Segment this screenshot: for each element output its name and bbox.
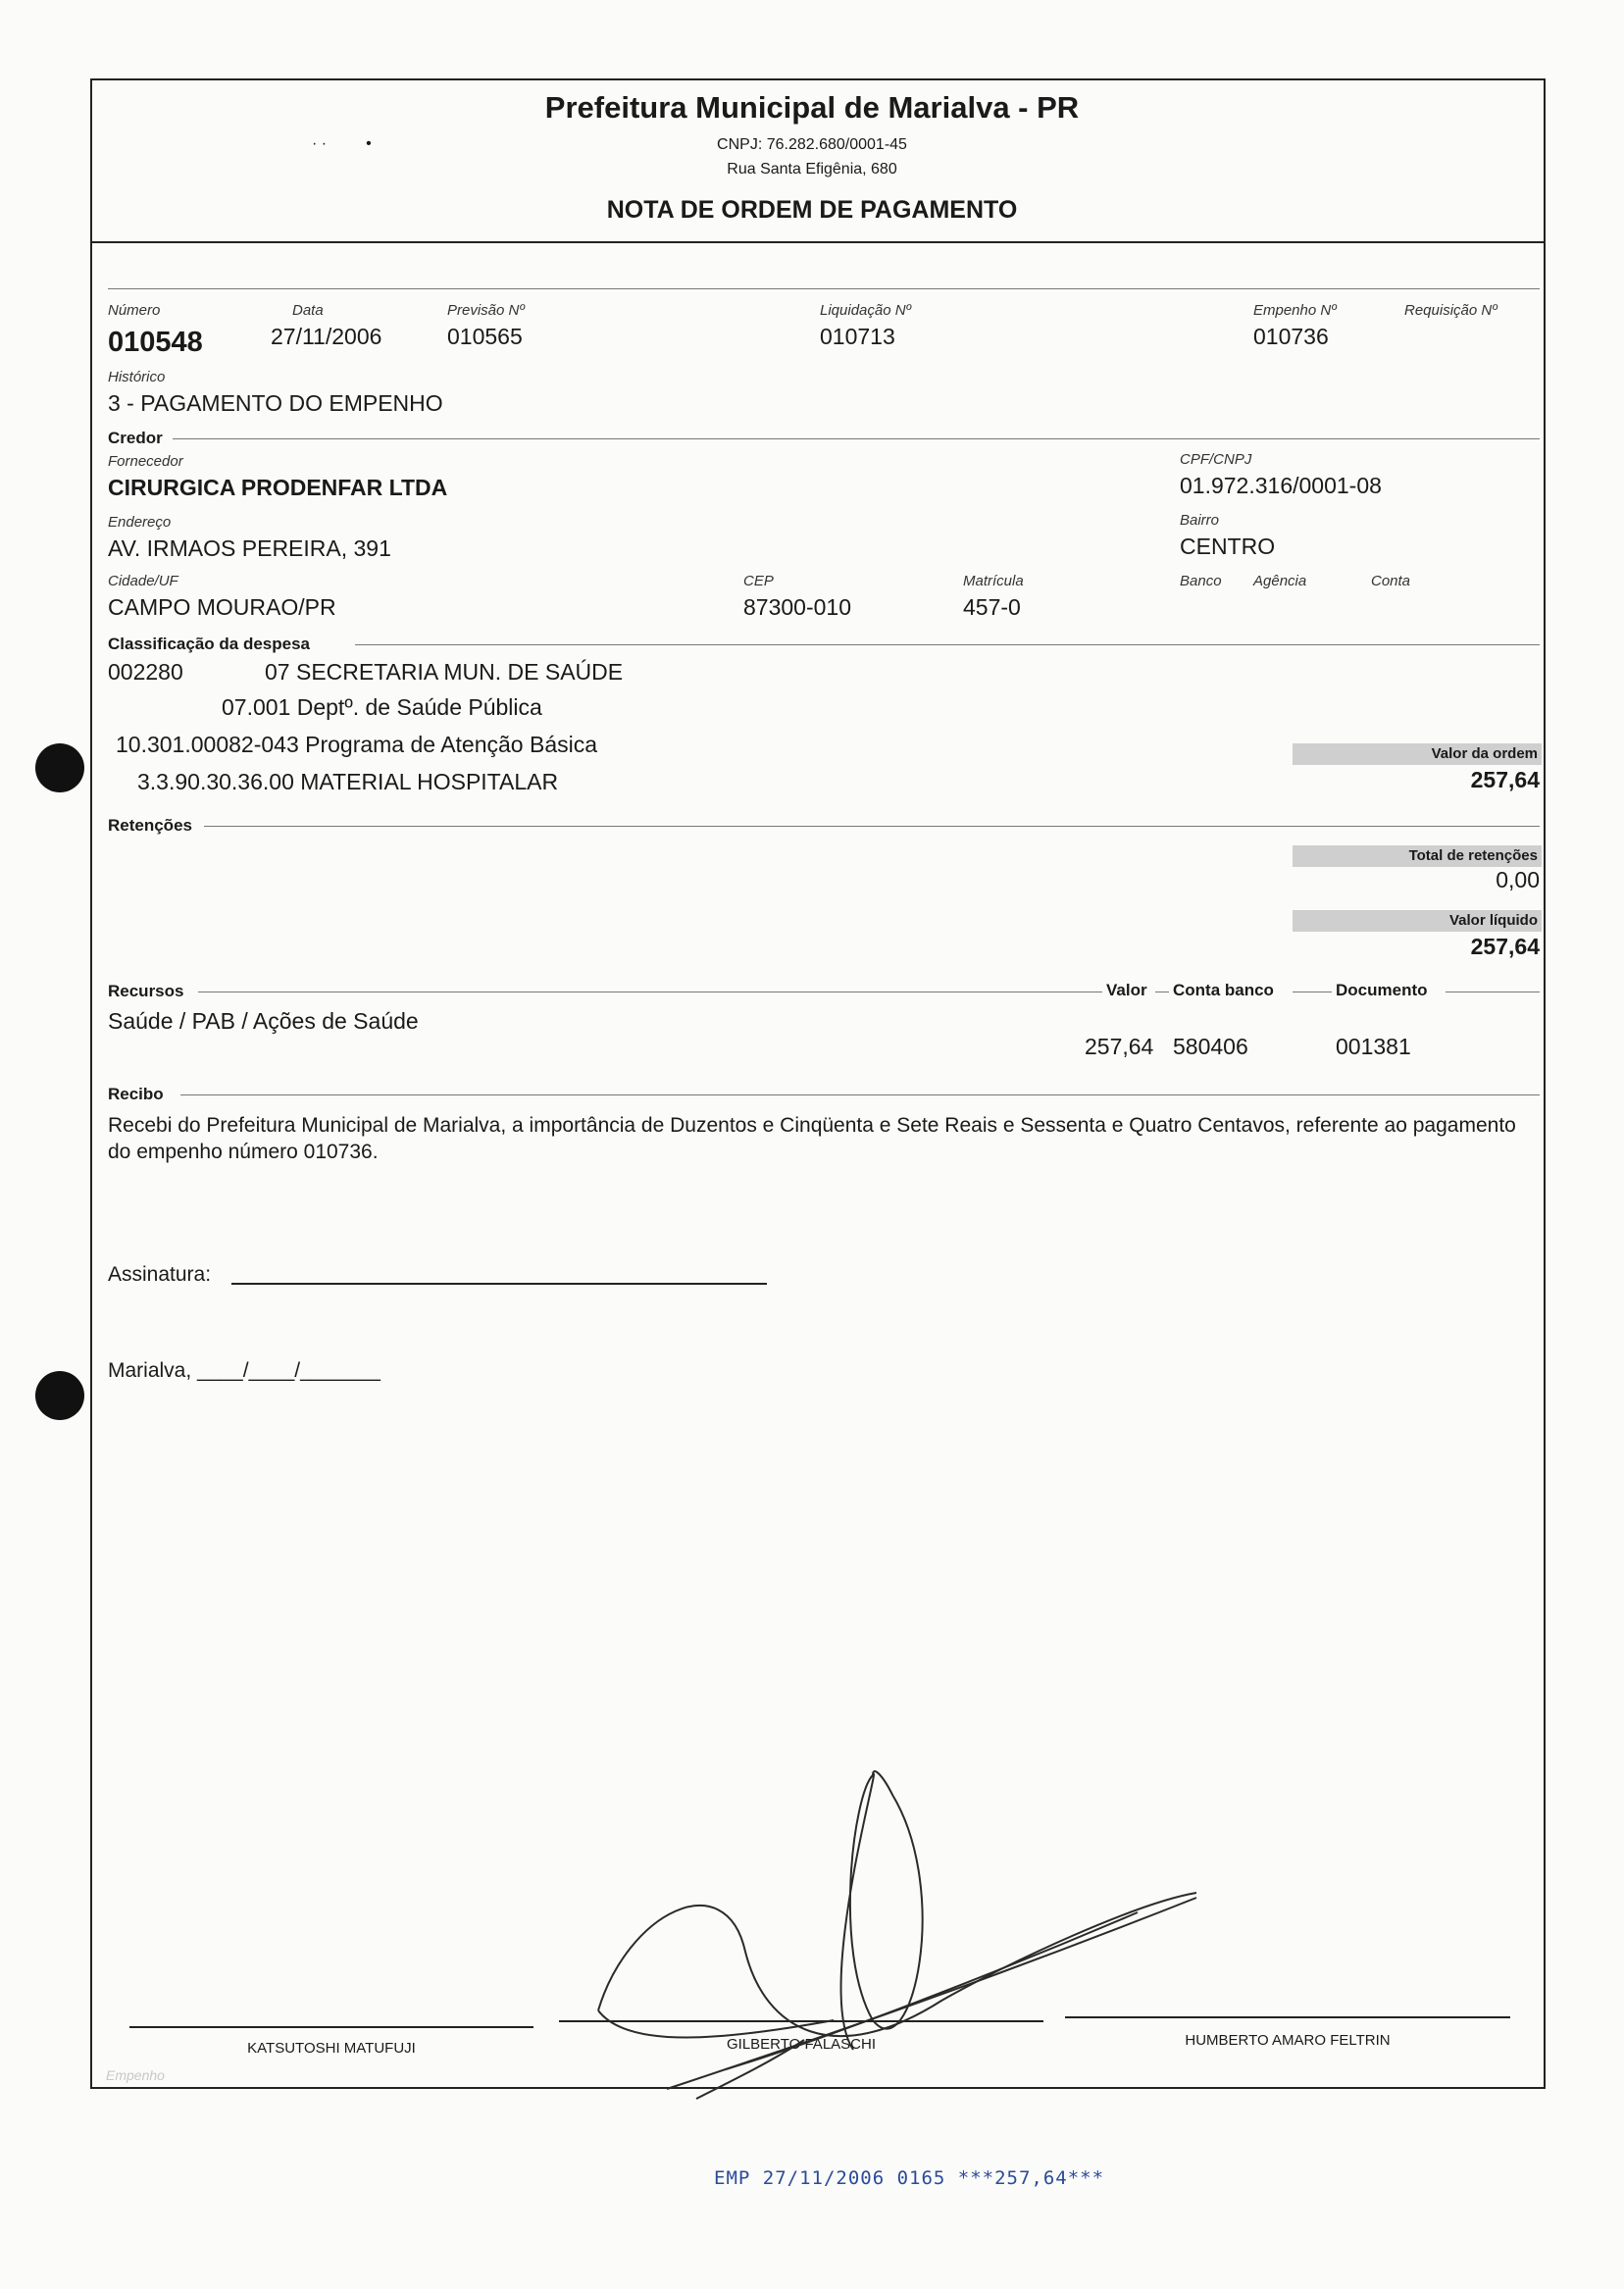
liquidacao-value: 010713 xyxy=(820,324,895,349)
numero-value: 010548 xyxy=(108,327,203,358)
punch-hole-bottom xyxy=(35,1371,84,1420)
conta-label: Conta xyxy=(1371,573,1411,589)
scan-marks: · · • xyxy=(312,135,372,152)
classificacao-code: 002280 xyxy=(108,659,183,685)
recursos-conta-label: Conta banco xyxy=(1173,981,1274,999)
recursos-descricao: Saúde / PAB / Ações de Saúde xyxy=(108,1008,419,1034)
cidade-label: Cidade/UF xyxy=(108,573,178,589)
banco-label: Banco xyxy=(1180,573,1222,589)
previsao-label: Previsão Nº xyxy=(447,302,525,319)
punch-hole-top xyxy=(35,743,84,792)
org-title: Prefeitura Municipal de Marialva - PR xyxy=(544,90,1080,125)
org-cnpj: CNPJ: 76.282.680/0001-45 xyxy=(717,136,907,153)
header-divider xyxy=(90,241,1546,243)
signature-line-1 xyxy=(129,2026,533,2028)
empenho-value: 010736 xyxy=(1253,324,1329,349)
matricula-value: 457-0 xyxy=(963,594,1021,620)
recursos-conta: 580406 xyxy=(1173,1034,1248,1059)
valor-ordem-value: 257,64 xyxy=(1470,767,1540,792)
valor-liquido-label: Valor líquido xyxy=(1293,910,1542,932)
cidade-value: CAMPO MOURAO/PR xyxy=(108,594,336,620)
classificacao-rule xyxy=(355,644,1540,645)
recursos-documento: 001381 xyxy=(1336,1034,1411,1059)
recursos-documento-label: Documento xyxy=(1336,981,1428,999)
matricula-label: Matrícula xyxy=(963,573,1024,589)
signatory-2: GILBERTO FALASCHI xyxy=(727,2036,876,2053)
marialva-date-line: Marialva, ____/____/_______ xyxy=(108,1359,381,1382)
valor-ordem-label: Valor da ordem xyxy=(1293,743,1542,765)
endereco-label: Endereço xyxy=(108,514,172,531)
cpf-value: 01.972.316/0001-08 xyxy=(1180,473,1382,498)
credor-rule xyxy=(173,438,1540,439)
handwritten-signature xyxy=(588,1755,1216,2109)
bairro-label: Bairro xyxy=(1180,512,1220,529)
numero-label: Número xyxy=(108,302,161,319)
org-address: Rua Santa Efigênia, 680 xyxy=(727,161,897,178)
signatory-3: HUMBERTO AMARO FELTRIN xyxy=(1185,2032,1391,2049)
departamento: 07.001 Deptº. de Saúde Pública xyxy=(222,694,542,720)
cep-label: CEP xyxy=(743,573,774,589)
assinatura-line xyxy=(231,1283,767,1285)
retencoes-rule xyxy=(204,826,1540,827)
fornecedor-label: Fornecedor xyxy=(108,453,183,470)
bairro-value: CENTRO xyxy=(1180,534,1276,559)
programa: 10.301.00082-043 Programa de Atenção Básica xyxy=(116,732,598,757)
credor-section: Credor xyxy=(108,429,163,447)
data-label: Data xyxy=(292,302,324,319)
data-value: 27/11/2006 xyxy=(271,324,382,349)
elemento: 3.3.90.30.36.00 MATERIAL HOSPITALAR xyxy=(137,769,559,794)
historico-label: Histórico xyxy=(108,369,166,385)
info-top-rule xyxy=(108,288,1540,289)
recursos-section: Recursos xyxy=(108,982,184,1000)
recursos-valor: 257,64 xyxy=(1085,1034,1154,1059)
assinatura-label: Assinatura: xyxy=(108,1263,212,1286)
liquidacao-label: Liquidação Nº xyxy=(820,302,912,319)
bottom-stamp: EMP 27/11/2006 0165 ***257,64*** xyxy=(714,2167,1105,2189)
previsao-value: 010565 xyxy=(447,324,523,349)
total-retencoes-label: Total de retenções xyxy=(1293,845,1542,867)
cpf-label: CPF/CNPJ xyxy=(1180,451,1252,468)
total-retencoes-value: 0,00 xyxy=(1496,867,1540,892)
secretaria: 07 SECRETARIA MUN. DE SAÚDE xyxy=(265,659,624,685)
valor-liquido-value: 257,64 xyxy=(1470,934,1540,959)
recibo-text: Recebi do Prefeitura Municipal de Marialva, a importância de Duzentos e Cinqüenta e Sete Reais e Sessenta e Quatro Centavos, referente ao pagamento do empenho número 010736. xyxy=(108,1114,1516,1163)
recibo-section: Recibo xyxy=(108,1085,164,1103)
empenho-label: Empenho Nº xyxy=(1253,302,1337,319)
agencia-label: Agência xyxy=(1253,573,1307,589)
fornecedor-value: CIRURGICA PRODENFAR LTDA xyxy=(108,475,448,500)
doc-title: NOTA DE ORDEM DE PAGAMENTO xyxy=(606,196,1018,224)
historico-value: 3 - PAGAMENTO DO EMPENHO xyxy=(108,390,443,416)
faint-footer-text: Empenho xyxy=(106,2067,165,2083)
classificacao-section: Classificação da despesa xyxy=(108,635,311,653)
cep-value: 87300-010 xyxy=(743,594,851,620)
recursos-valor-label: Valor xyxy=(1106,981,1147,999)
retencoes-section: Retenções xyxy=(108,816,192,835)
endereco-value: AV. IRMAOS PEREIRA, 391 xyxy=(108,535,391,561)
recibo-rule xyxy=(180,1094,1540,1095)
requisicao-label: Requisição Nº xyxy=(1404,302,1497,319)
signatory-1: KATSUTOSHI MATUFUJI xyxy=(247,2040,416,2057)
